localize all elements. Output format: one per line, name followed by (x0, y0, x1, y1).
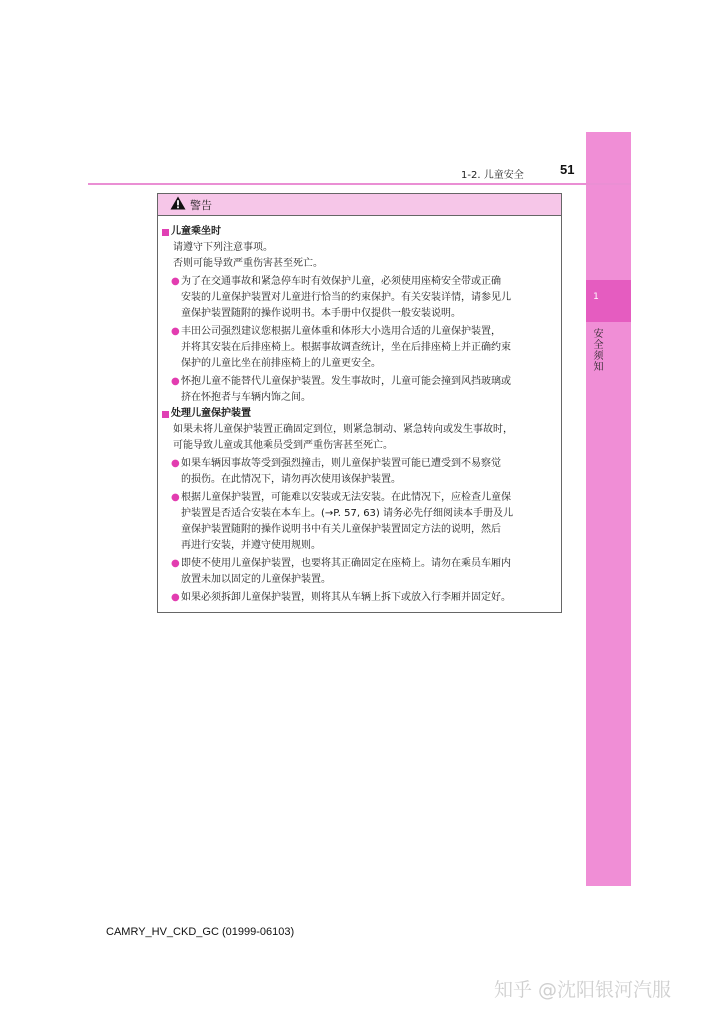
chapter-label: 安全须知 (591, 328, 602, 372)
section-heading-text: 儿童乘坐时 (171, 226, 221, 237)
intro-line: 否则可能导致严重伤害甚至死亡。 (173, 258, 323, 269)
bullet-line: 并将其安装在后排座椅上。根据事故调查统计，坐在后排座椅上并正确约束 (181, 342, 511, 353)
square-marker-icon (162, 229, 169, 236)
bullet-line: 为了在交通事故和紧急停车时有效保护儿童，必须使用座椅安全带或正确 (181, 276, 501, 287)
bullet-line: 童保护装置随附的操作说明书。本手册中仅提供一般安装说明。 (181, 308, 461, 319)
bullet-line: 挤在怀抱者与车辆内饰之间。 (181, 392, 311, 403)
bullet-line: 童保护装置随附的操作说明书中有关儿童保护装置固定方法的说明，然后 (181, 524, 501, 535)
bullet-line: 放置未加以固定的儿童保护装置。 (181, 574, 331, 585)
warning-triangle-icon (170, 195, 186, 214)
header-rule (88, 183, 631, 185)
warning-header (158, 194, 561, 216)
intro-line: 可能导致儿童或其他乘员受到严重伤害甚至死亡。 (173, 440, 393, 451)
bullet-line: 护装置是否适合安装在本车上。(→P. 57, 63) 请务必先仔细阅读本手册及儿 (181, 508, 513, 519)
intro-line: 如果未将儿童保护装置正确固定到位，则紧急制动、紧急转向或发生事故时， (173, 424, 513, 435)
side-color-bar (586, 132, 631, 886)
section-heading-text: 处理儿童保护装置 (171, 408, 251, 419)
bullet-dot-icon: ● (171, 276, 180, 287)
page-number: 51 (560, 162, 575, 177)
bullet-dot-icon: ● (171, 458, 180, 469)
bullet-line: 怀抱儿童不能替代儿童保护装置。发生事故时，儿童可能会撞到风挡玻璃或 (181, 376, 511, 387)
bullet-dot-icon: ● (171, 558, 180, 569)
bullet-line: 保护的儿童比坐在前排座椅上的儿童更安全。 (181, 358, 381, 369)
bullet-line: 再进行安装，并遵守使用规则。 (181, 540, 321, 551)
bullet-line: 根据儿童保护装置，可能难以安装或无法安装。在此情况下，应检查儿童保 (181, 492, 511, 503)
bullet-item (162, 556, 555, 588)
bullet-item (162, 324, 555, 372)
bullet-line: 安装的儿童保护装置对儿童进行恰当的约束保护。有关安装详情，请参见儿 (181, 292, 511, 303)
bullet-line: 的损伤。在此情况下，请勿再次使用该保护装置。 (181, 474, 401, 485)
bullet-item (162, 374, 555, 406)
bullet-line: 如果车辆因事故等受到强烈撞击，则儿童保护装置可能已遭受到不易察觉 (181, 458, 501, 469)
intro-line: 请遵守下列注意事项。 (173, 242, 273, 253)
bullet-dot-icon: ● (171, 492, 180, 503)
square-marker-icon (162, 411, 169, 418)
bullet-dot-icon: ● (171, 592, 180, 603)
bullet-item (162, 590, 555, 606)
bullet-item (162, 490, 555, 554)
chapter-number: 1 (593, 292, 599, 302)
bullet-line: 如果必须拆卸儿童保护装置，则将其从车辆上拆下或放入行李厢并固定好。 (181, 592, 511, 603)
watermark: 知乎 @沈阳银河汽服 (494, 979, 672, 1001)
bullet-dot-icon: ● (171, 376, 180, 387)
section-heading (162, 224, 555, 240)
bullet-item (162, 456, 555, 488)
warning-box (157, 193, 562, 613)
warning-body (158, 216, 561, 606)
bullet-line: 丰田公司强烈建议您根据儿童体重和体形大小选用合适的儿童保护装置， (181, 326, 501, 337)
bullet-dot-icon: ● (171, 326, 180, 337)
warning-title: 警告 (190, 198, 212, 212)
section-heading (162, 406, 555, 422)
bullet-item (162, 274, 555, 322)
section-title: 1-2. 儿童安全 (461, 170, 524, 181)
bullet-line: 即使不使用儿童保护装置，也要将其正确固定在座椅上。请勿在乘员车厢内 (181, 558, 511, 569)
document-code: CAMRY_HV_CKD_GC (01999-06103) (106, 926, 295, 938)
